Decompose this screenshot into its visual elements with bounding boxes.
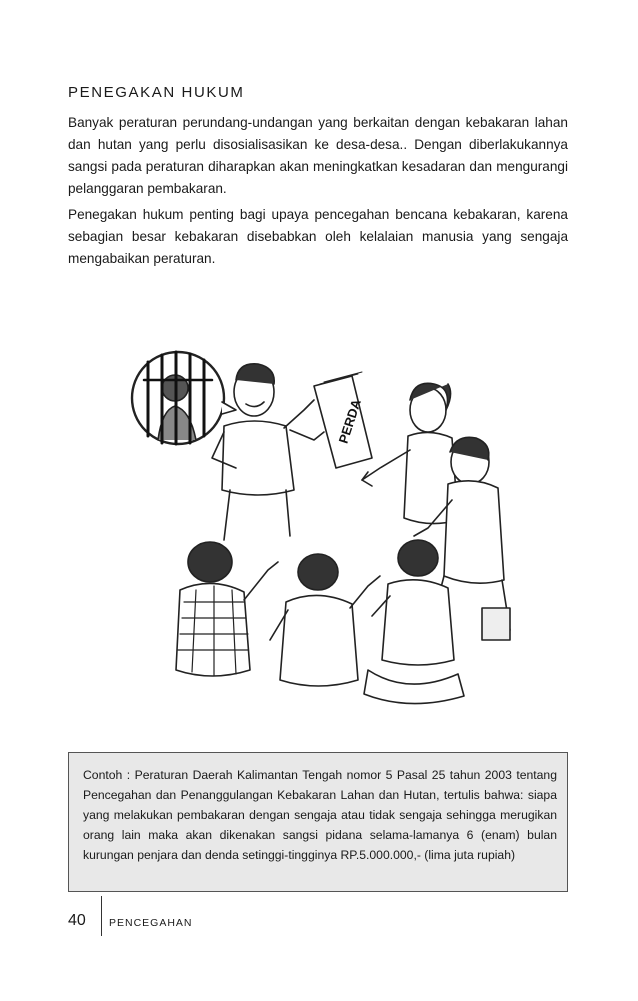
- perda-document-icon: [314, 372, 372, 468]
- illustration-village-meeting: [118, 340, 518, 720]
- footer-chapter-label: PENCEGAHAN: [109, 917, 193, 929]
- page-number: 40: [68, 912, 86, 929]
- seated-man-left-figure: [176, 542, 278, 676]
- section-heading: PENEGAKAN HUKUM: [68, 84, 245, 101]
- paragraph-law-enforcement: Penegakan hukum penting bagi upaya pencegahan bencana kebakaran, karena sebagian besar kebakaran disebabkan oleh kelalaian manusia yang sengaja mengabaikan peraturan.: [68, 207, 568, 266]
- footer-divider: [101, 896, 102, 936]
- example-regulation-box: [68, 752, 568, 892]
- woman-figure: [362, 383, 458, 523]
- paragraph-law-socialization: Banyak peraturan perundang-undangan yang berkaitan dengan kebakaran lahan dan hutan yang perlu disosialisasikan ke desa-desa.. Dengan diberlakukannya sangsi pada peraturan diharapkan akan meningkatkan kesadaran dan mengurangi pelanggaran pembakaran.: [68, 115, 568, 196]
- speaker-figure: [212, 364, 324, 540]
- seated-man-center-figure: [270, 554, 380, 686]
- jail-bubble-icon: [132, 352, 236, 444]
- perda-label: PERDA: [335, 397, 364, 446]
- example-regulation-text: Contoh : Peraturan Daerah Kalimantan Tengah nomor 5 Pasal 25 tahun 2003 tentang Pencegahan dan Penanggulangan Kebakaran Lahan dan Hutan, tertulis bahwa: siapa yang melakukan pembakaran dengan sengaja atau tidak sengaja sehingga merugikan orang lain maka akan dikenakan sangsi pidana selama-lamanya 6 (enam) bulan kurungan penjara dan denda setinggi-tingginya RP.5.000.000,- (lima juta rupiah): [83, 768, 557, 862]
